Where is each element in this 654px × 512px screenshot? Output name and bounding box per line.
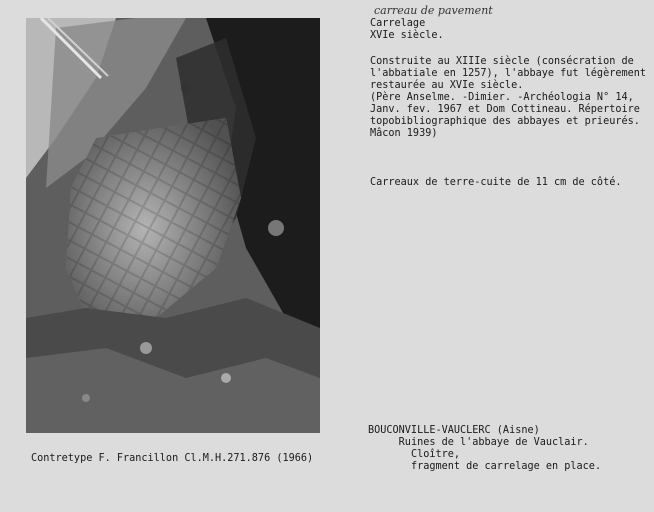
handwritten-note: carreau de pavement [374,4,493,17]
description-line: Construite au XIIIe siècle (consécration de [370,56,634,67]
description-line: Mâcon 1939) [370,128,438,139]
description-line: Janv. fev. 1967 et Dom Cottineau. Répertoire [370,104,640,115]
category-title: Carrelage [370,18,426,29]
description-line: restaurée au XVIe siècle. [370,80,524,91]
description-block [370,56,646,140]
description-line: (Père Anselme. -Dimier. -Archéologia N° 14, [370,92,634,103]
category-century: XVIe siècle. [370,30,444,41]
photo-credit: Contretype F. Francillon Cl.M.H.271.876 (1966) [31,453,314,464]
location-block [368,425,601,473]
location-area: Cloître, [410,449,461,460]
description-line: l'abbatiale en 1257), l'abbaye fut légèrement [370,68,647,79]
location-place: BOUCONVILLE-VAUCLERC (Aisne) [368,425,540,436]
category-block [370,18,444,42]
location-site: Ruines de l'abbaye de Vauclair. [398,437,589,448]
description-line: topobibliographique des abbayes et prieurés. [370,116,640,127]
site-photograph [26,18,320,433]
location-subject: fragment de carrelage en place. [410,461,602,472]
tiles-note: Carreaux de terre-cuite de 11 cm de côté. [370,177,622,188]
